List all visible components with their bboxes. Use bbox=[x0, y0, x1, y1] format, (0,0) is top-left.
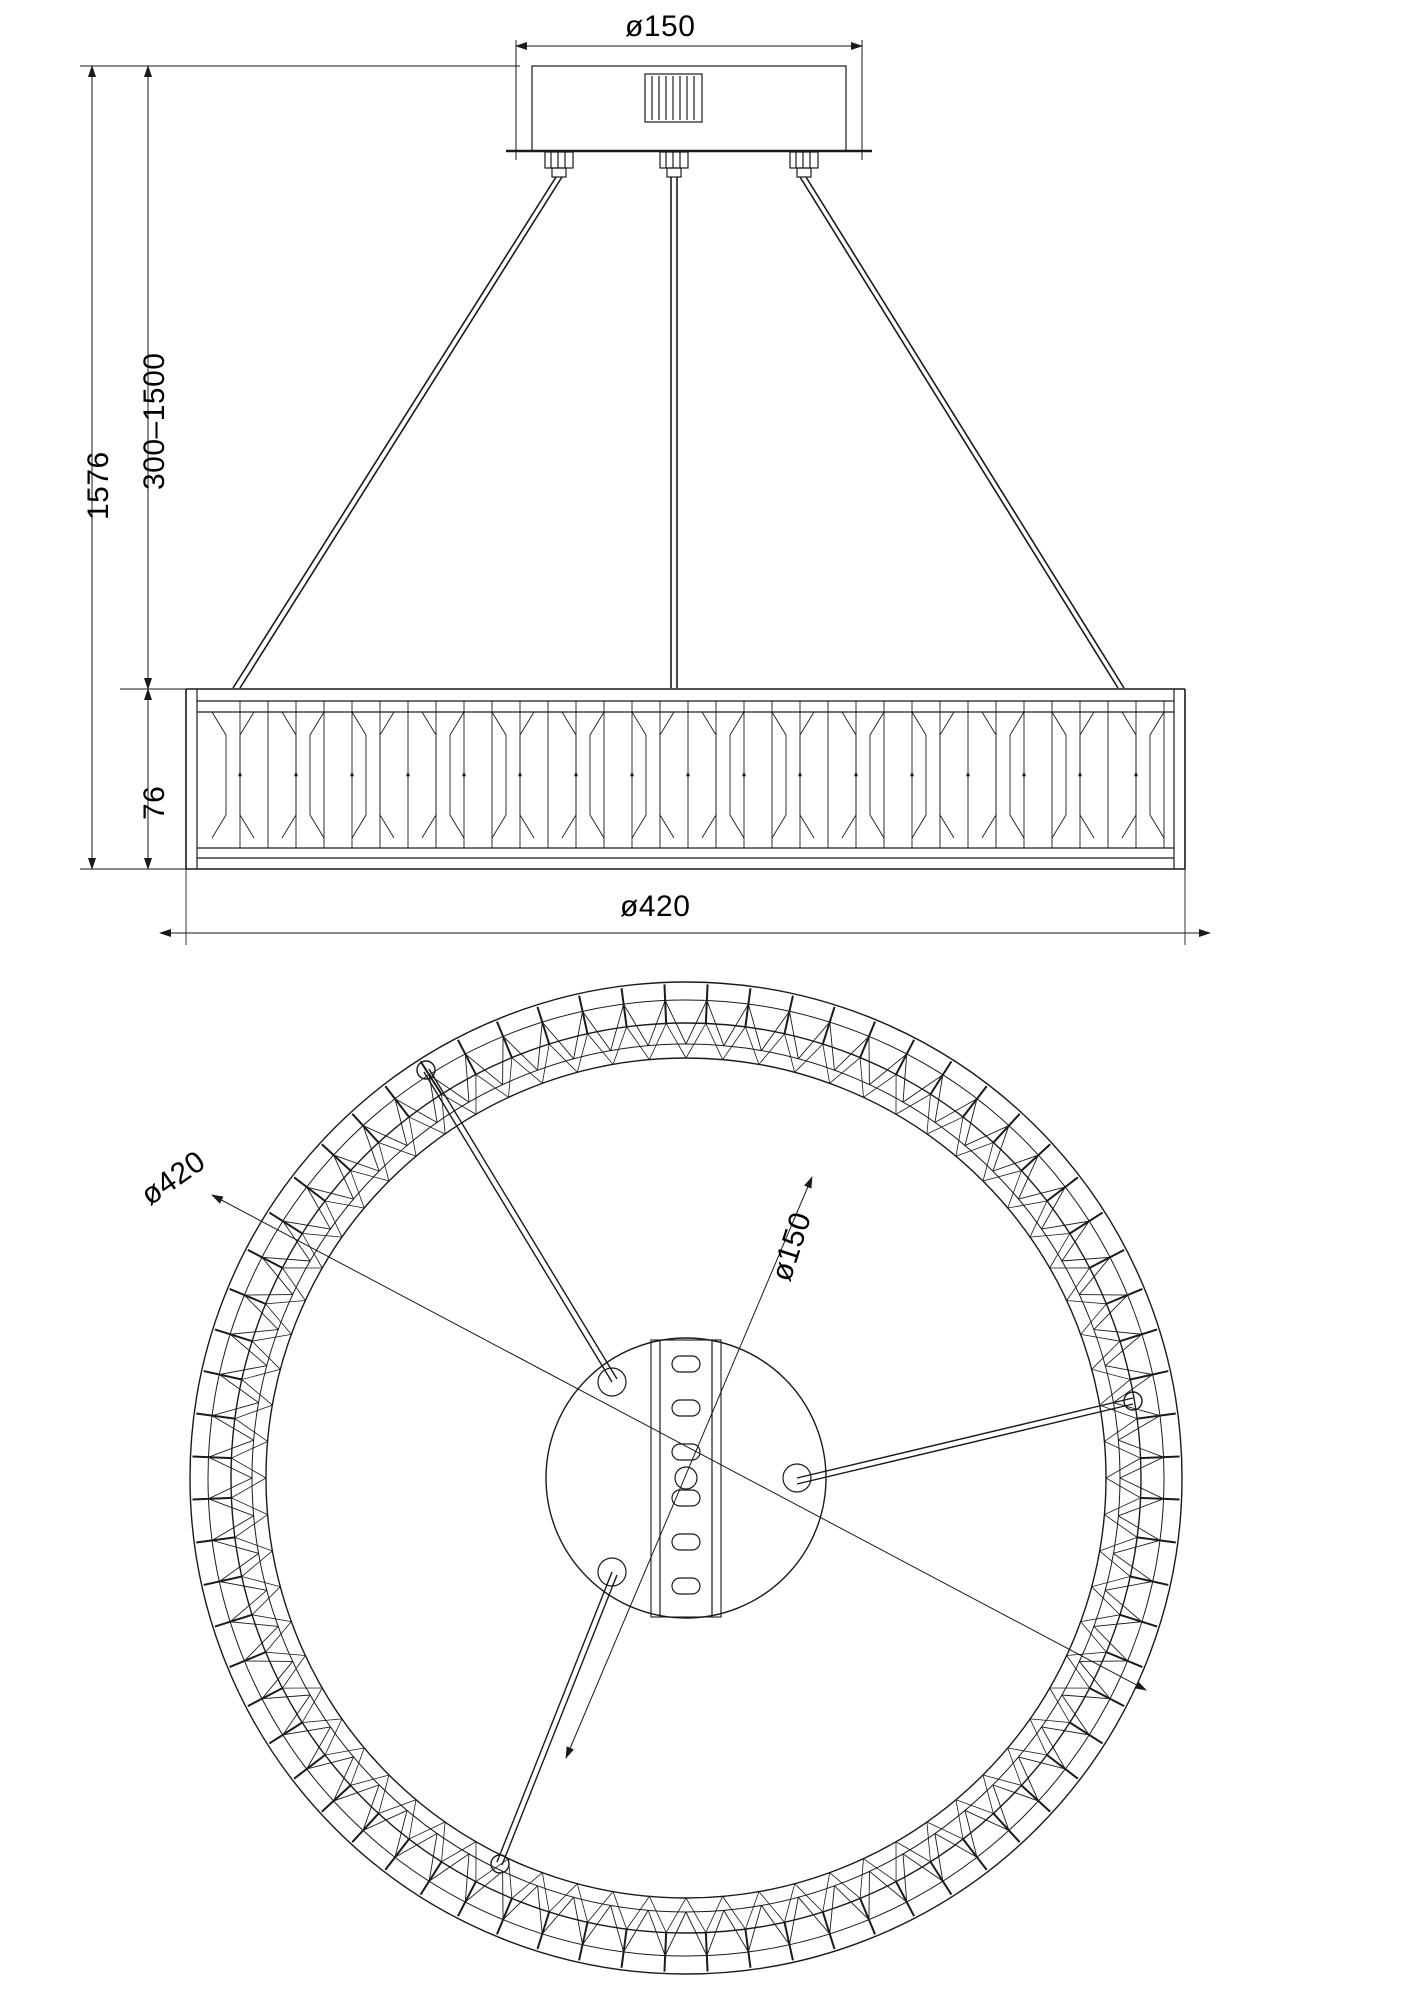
plan-suspension-cables bbox=[417, 1061, 1142, 1873]
canopy-body bbox=[506, 66, 872, 151]
label-plan-outer-diameter: ø420 bbox=[135, 1144, 212, 1213]
suspension-cables bbox=[233, 177, 1124, 688]
label-suspension-range: 300–1500 bbox=[138, 352, 171, 490]
cable-grip-center bbox=[660, 152, 688, 177]
dim-shade-height bbox=[120, 689, 200, 869]
plan-outer-ring bbox=[190, 982, 1182, 1974]
plan-crystal-teeth bbox=[192, 984, 1179, 1971]
crystal-ring-elevation bbox=[186, 688, 1185, 869]
label-plan-canopy-diameter: ø150 bbox=[765, 1208, 819, 1286]
label-shade-diameter: ø420 bbox=[620, 890, 691, 923]
dim-suspension-range bbox=[120, 66, 520, 689]
plan-canopy bbox=[546, 1338, 826, 1618]
cable-grip-right bbox=[790, 152, 818, 177]
label-canopy-diameter: ø150 bbox=[625, 10, 696, 43]
plan-view bbox=[190, 982, 1182, 1974]
dim-canopy-diameter bbox=[516, 40, 862, 160]
cable-grip-left bbox=[545, 152, 573, 177]
elevation-view bbox=[80, 40, 1210, 945]
label-total-height: 1576 bbox=[82, 451, 115, 520]
label-shade-height: 76 bbox=[138, 785, 171, 820]
plan-dim-outer-diameter bbox=[212, 1195, 1146, 1690]
